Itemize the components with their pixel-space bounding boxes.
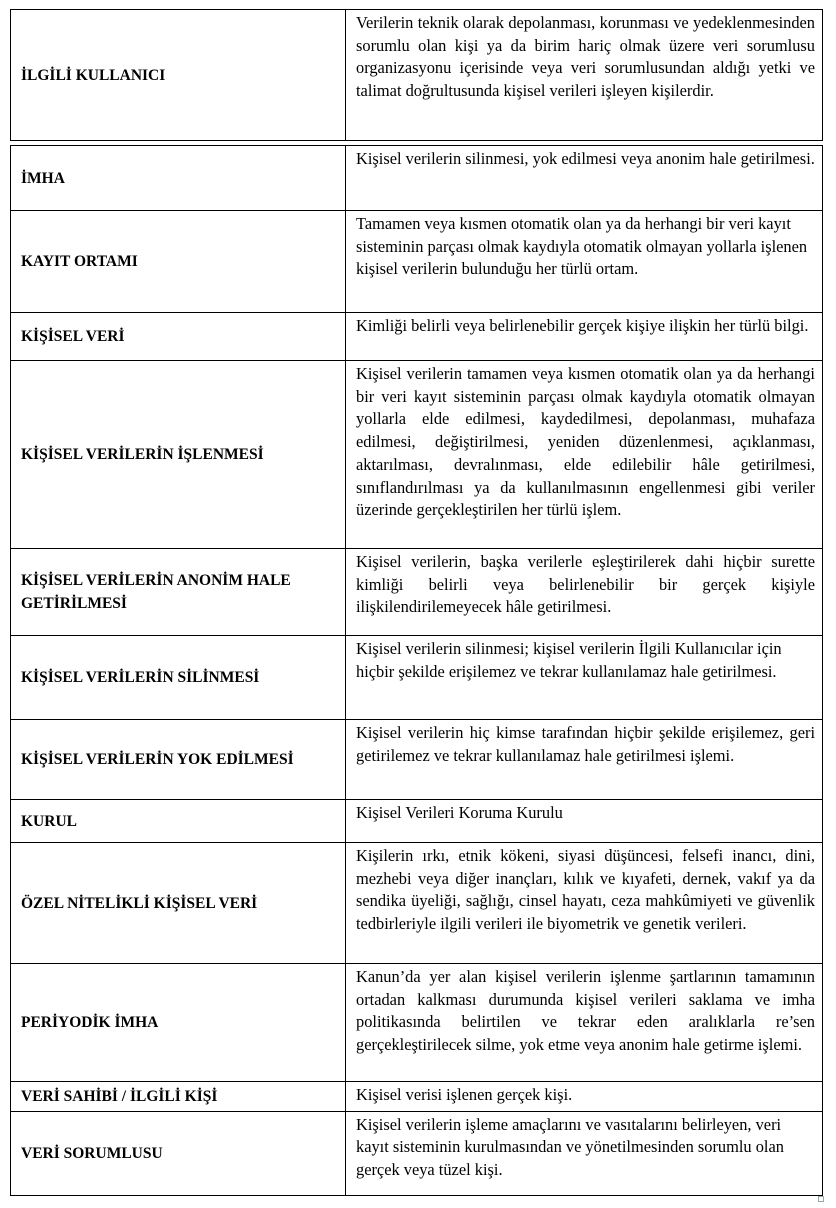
- table-row: [11, 964, 823, 1082]
- term-cell: KURUL: [11, 800, 346, 843]
- term-cell: KİŞİSEL VERİLERİN İŞLENMESİ: [11, 361, 346, 549]
- definition-cell: Kişisel verilerin işleme amaçlarını ve vasıtalarını belirleyen, veri kayıt sisteminin kurulmasından ve yönetilmesinden sorumlu olan gerçek veya tüzel kişi.: [346, 1111, 823, 1195]
- term-cell: KİŞİSEL VERİ: [11, 313, 346, 361]
- definition-cell: Tamamen veya kısmen otomatik olan ya da herhangi bir veri kayıt sisteminin parçası olmak kaydıyla otomatik olmayan yollarla işlenen kişisel verilerin bulunduğu her türlü ortam.: [346, 211, 823, 313]
- term-cell: KAYIT ORTAMI: [11, 211, 346, 313]
- table-row: [11, 1111, 823, 1195]
- table-row: [11, 843, 823, 964]
- term-cell: KİŞİSEL VERİLERİN SİLİNMESİ: [11, 636, 346, 720]
- term-cell: VERİ SAHİBİ / İLGİLİ KİŞİ: [11, 1082, 346, 1112]
- definition-cell: Kimliği belirli veya belirlenebilir gerçek kişiye ilişkin her türlü bilgi.: [346, 313, 823, 361]
- definition-cell: Kişisel verilerin tamamen veya kısmen otomatik olan ya da herhangi bir veri kayıt sisteminin parçası olmak kaydıyla otomatik olmayan yollarla elde edilmesi, kaydedilmesi, depolanması, muhafaza edilmesi, değiştirilmesi, yeniden düzenlenmesi, açıklanması, aktarılması, devralınması, elde edilebilir hâle getirilmesi, sınıflandırılması ya da kullanılmasının engellenmesi gibi veriler üzerinde gerçekleştirilen her türlü işlem.: [346, 361, 823, 549]
- table-row: [11, 361, 823, 549]
- definition-cell: Kişisel verilerin, başka verilerle eşleştirilerek dahi hiçbir surette kimliği belirli veya belirlenebilir bir gerçek kişiyle ilişkilendirilemeyecek hâle getirilmesi.: [346, 549, 823, 636]
- table-row: [11, 313, 823, 361]
- definition-cell: Kişisel verilerin silinmesi; kişisel verilerin İlgili Kullanıcılar için hiçbir şekilde erişilemez ve tekrar kullanılamaz hale getirilmesi.: [346, 636, 823, 720]
- term-cell: KİŞİSEL VERİLERİN YOK EDİLMESİ: [11, 720, 346, 800]
- definitions-table-part-2: [10, 145, 823, 1196]
- table-row: [11, 146, 823, 211]
- table-row: [11, 636, 823, 720]
- definitions-table-part-1: [10, 9, 823, 141]
- table-row: [11, 1082, 823, 1112]
- definition-cell: Kişilerin ırkı, etnik kökeni, siyasi düşüncesi, felsefi inancı, dini, mezhebi veya diğer inançları, kılık ve kıyafeti, dernek, vakıf ya da sendika üyeliği, sağlığı, cinsel hayatı, ceza mahkûmiyeti ve güvenlik tedbirleriyle ilgili verileri ile biyometrik ve genetik verileri.: [346, 843, 823, 964]
- term-cell: PERİYODİK İMHA: [11, 964, 346, 1082]
- definition-cell: Kişisel verilerin hiç kimse tarafından hiçbir şekilde erişilemez, geri getirilemez ve tekrar kullanılamaz hale getirilmesi işlemi.: [346, 720, 823, 800]
- table-resize-handle[interactable]: [818, 1196, 824, 1202]
- definition-cell: Kişisel verisi işlenen gerçek kişi.: [346, 1082, 823, 1112]
- table-row: [11, 800, 823, 843]
- table-row: [11, 211, 823, 313]
- definition-cell: Verilerin teknik olarak depolanması, korunması ve yedeklenmesinden sorumlu olan kişi ya da birim hariç olmak üzere veri sorumlusu organizasyonu içerisinde veya veri sorumlusundan aldığı yetki ve talimat doğrultusunda kişisel verileri işleyen kişilerdir.: [346, 10, 823, 141]
- table-row: [11, 10, 823, 141]
- definition-cell: Kanun’da yer alan kişisel verilerin işlenme şartlarının tamamının ortadan kalkması durumunda kişisel verileri saklama ve imha politikasında belirtilen ve tekrar eden aralıklarla re’sen gerçekleştirilecek silme, yok etme veya anonim hale getirme işlemi.: [346, 964, 823, 1082]
- term-cell: ÖZEL NİTELİKLİ KİŞİSEL VERİ: [11, 843, 346, 964]
- term-cell: İLGİLİ KULLANICI: [11, 10, 346, 141]
- definition-cell: Kişisel Verileri Koruma Kurulu: [346, 800, 823, 843]
- term-cell: İMHA: [11, 146, 346, 211]
- definition-cell: Kişisel verilerin silinmesi, yok edilmesi veya anonim hale getirilmesi.: [346, 146, 823, 211]
- term-cell: KİŞİSEL VERİLERİN ANONİM HALE GETİRİLMESİ: [11, 549, 346, 636]
- table-row: [11, 549, 823, 636]
- table-row: [11, 720, 823, 800]
- term-cell: VERİ SORUMLUSU: [11, 1111, 346, 1195]
